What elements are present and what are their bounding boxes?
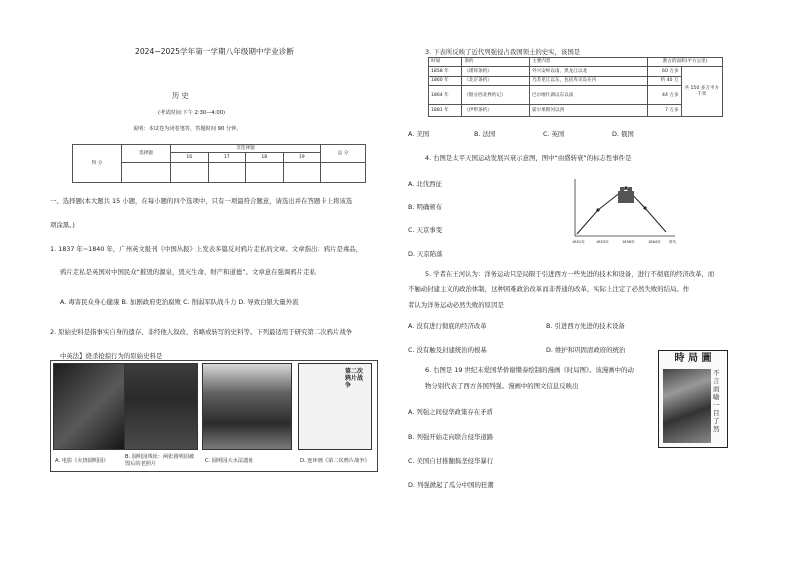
q5-line1: 5. 学者在王河认为：洋务运动只是局限于引进西方一些先进的技术和设备，进行不彻底的经济改革，而 xyxy=(425,270,715,278)
score-cell xyxy=(246,163,284,183)
q3-cell: 60 万多 xyxy=(648,67,681,76)
q3-cell: 1864 年 xyxy=(429,86,462,105)
q4-option-c: C. 天京事变 xyxy=(408,226,443,234)
q6-option-a: A. 列强之间侵华政策存在矛盾 xyxy=(408,408,494,416)
q6-line2: 物分别代表了西方各国列强。漫画中的图文信息反映出 xyxy=(425,382,579,390)
q6-option-b: B. 列强开始走向联合侵华道路 xyxy=(408,433,494,441)
nonselect-label: 非选择题 xyxy=(171,145,321,153)
q3-cell: 《伊犁条约》 xyxy=(462,105,530,117)
q3-cell: 44 万多 xyxy=(648,86,681,105)
q3-header: 条约 xyxy=(462,58,530,67)
score-table xyxy=(72,144,366,183)
photo-b-image xyxy=(124,363,198,450)
axis-label-time: 时代 xyxy=(669,240,677,244)
col-18: 18 xyxy=(246,153,284,163)
score-cell xyxy=(321,163,366,183)
q4-option-a: A. 北伐西征 xyxy=(408,180,442,188)
axis-label-1853: 1853年 xyxy=(596,240,609,244)
q3-option-a: A. 美国 xyxy=(408,130,430,138)
q3-cell: 1881 年 xyxy=(429,105,462,117)
taiping-rise-fall-diagram xyxy=(570,174,682,246)
q1-line2: 鸦片走私是英国对中国民众“摧毁的源泉，毁灭生命、财产和道德”。文章意在强调鸦片走私 xyxy=(60,268,316,276)
q5-option-a: A. 没有进行彻底的经济改革 xyxy=(408,322,487,330)
photo-c-image xyxy=(202,363,292,450)
q3-cell: 1860 年 xyxy=(429,76,462,85)
q3-header: 主要内容 xyxy=(530,58,648,67)
tower-icon xyxy=(628,187,632,191)
cartoon-side-text: 不言而喻 一目了然 xyxy=(713,369,720,433)
total-label: 总 分 xyxy=(321,145,366,163)
q1-options: A. 毒害民众身心健康 B. 加剧政府吏治腐败 C. 削弱军队战斗力 D. 导致白银大量外流 xyxy=(60,298,299,306)
photo-a-image xyxy=(53,363,125,450)
diagram-point xyxy=(643,206,646,209)
q5-line2: 不触动封建主义的政治体制，这种困难政治改革而非普通的改革，实际上注定了必然失败的结局。作 xyxy=(408,285,690,293)
q3-line: 3. 下表所反映了近代列强侵占我国领土的史实，该国是 xyxy=(425,48,581,56)
q3-cell: 霍尔果斯河以西 xyxy=(530,105,648,117)
q3-cell: 7 万多 xyxy=(648,105,681,117)
col-19: 19 xyxy=(283,153,321,163)
q1-line1: 1. 1837 年~1840 年，广州英文报刊《中国丛报》上发表多篇反对鸦片走私的文章。文章指出：鸦片是毒品， xyxy=(50,245,363,253)
cartoon-title: 時 局 圖 xyxy=(674,353,712,364)
q5-line3: 者认为洋务运动必然失败的原因是 xyxy=(408,301,504,309)
tower-icon xyxy=(620,187,624,191)
q6-option-c: C. 美国自甘推翻捣垄侵华暴行 xyxy=(408,457,494,465)
q5-option-d: D. 维护和巩固清政府的统治 xyxy=(546,346,626,354)
q4-option-b: B. 明确颁布 xyxy=(408,203,443,211)
q4-option-d: D. 天京陷落 xyxy=(408,250,443,258)
score-cell xyxy=(283,163,321,183)
comic-d-title: 第二次鸦片战争 xyxy=(345,368,364,389)
col-17: 17 xyxy=(208,153,246,163)
q6-line1: 6. 右图是 19 世纪末爱国华侨谢缵泰绘制的漫画《时局图》。该漫画中的动 xyxy=(425,366,634,374)
score-cell xyxy=(171,163,209,183)
diagram-point xyxy=(596,208,599,211)
caption-b: B. 圆明园残址：两张圆明园被毁后的老照片 xyxy=(125,454,195,467)
q3-option-b: B. 法国 xyxy=(474,130,496,138)
axis-label-1864: 1864年 xyxy=(648,240,661,244)
q3-table xyxy=(428,57,723,117)
time-situation-cartoon-image xyxy=(658,350,728,448)
section1-line2: 项涂黑。) xyxy=(50,221,75,229)
caption-d: D. 连环画《第二次鸦片战争》 xyxy=(300,458,370,464)
caption-a: A. 电影《火烧圆明园》 xyxy=(55,458,109,464)
q3-header: 时间 xyxy=(429,58,462,67)
q3-option-d: D. 俄国 xyxy=(612,130,634,138)
cartoon-map-area xyxy=(663,369,711,443)
q4-line: 4. 右图是太平天国运动发展兴衰示意图，图中“由盛转衰”的标志性事件是 xyxy=(425,154,632,162)
q3-cell: 《瑷珲条约》 xyxy=(462,67,530,76)
caption-c: C. 圆明园大水法遗址 xyxy=(205,458,254,464)
q5-option-c: C. 没有触及封建统治的根基 xyxy=(408,346,487,354)
q3-cell: 巴尔喀什湖以东以南 xyxy=(530,86,648,105)
q3-cell: 乌苏里江以东，包括库页岛在内 xyxy=(530,76,648,85)
exam-title: 2024~2025学年第一学期八年级期中学业诊断 xyxy=(135,47,294,56)
q3-cell: 1858 年 xyxy=(429,67,462,76)
col-16: 16 xyxy=(171,153,209,163)
axis-label-1851: 1851年 xyxy=(572,240,585,244)
select-label: 选择题 xyxy=(122,145,171,163)
q6-option-d: D. 列强掀起了瓜分中国的狂潮 xyxy=(408,481,494,489)
q3-header: 割占的面积(平方公里) xyxy=(648,58,723,67)
subject-title: 历 史 xyxy=(172,91,189,100)
instructions: 说明：本试卷为闭卷笔答，答题时间 90 分钟。 xyxy=(133,126,242,132)
axis-label-1856: 1856年 xyxy=(622,240,635,244)
diagram-point xyxy=(624,186,627,189)
q3-cell: 《勘分西北界约记》 xyxy=(462,86,530,105)
q5-option-b: B. 引进西方先进的技术设备 xyxy=(546,322,625,330)
heavenly-capital-icon xyxy=(618,191,634,203)
exam-time: (考试时间:下午 2:30—4:00) xyxy=(158,110,226,116)
section1-line1: 一、选择题(本大题共 15 小题，在每小题的四个选项中，只有一项最符合题意，请选出并在答题卡上将该选 xyxy=(50,197,353,205)
q3-cell: 外兴安岭以南，黑龙江以北 xyxy=(530,67,648,76)
q2-line2: 中英法】烧杀抢掠行为的原始史料是 xyxy=(60,352,163,360)
score-row-label: 得 分 xyxy=(73,145,122,183)
score-cell xyxy=(208,163,246,183)
q3-total-cell: 共 150 多万平方千米 xyxy=(681,67,722,117)
q3-option-c: C. 英国 xyxy=(543,130,565,138)
score-cell xyxy=(122,163,171,183)
q3-cell: 《北京条约》 xyxy=(462,76,530,85)
q3-cell: 约 40 万 xyxy=(648,76,681,85)
q2-line1: 2. 原始史料是指事实自身的遗存、非经他人叙改、省略或转写的史料等。下列最适用于研究第二次鸦片战争 xyxy=(50,328,353,336)
